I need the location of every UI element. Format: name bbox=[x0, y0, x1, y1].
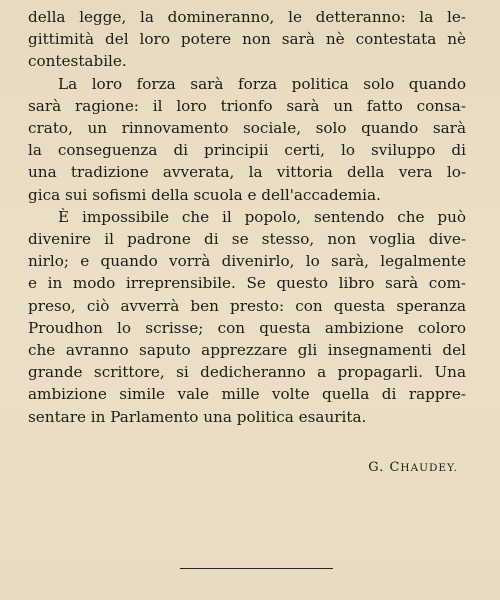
text-line: grande scrittore, si dedicheranno a propagarli. Una bbox=[28, 363, 466, 382]
text-line: nirlo; e quando vorrà divenirlo, lo sarà, legalmente bbox=[28, 252, 466, 271]
text-line: gittimità del loro potere non sarà nè contestata nè bbox=[28, 30, 466, 49]
end-divider bbox=[180, 568, 333, 569]
signature-rest: HAUDEY. bbox=[400, 462, 458, 474]
text-line: una tradizione avverata, la vittoria della vera lo- bbox=[28, 163, 466, 182]
body-text bbox=[28, 6, 466, 428]
signature-first-letter: C bbox=[389, 460, 401, 475]
text-line: gica sui sofismi della scuola e dell'accademia. bbox=[28, 185, 381, 204]
text-line: Proudhon lo scrisse; con questa ambizione coloro bbox=[28, 318, 466, 337]
text-line: preso, ciò avverrà ben presto: con questa speranza bbox=[28, 296, 466, 315]
text-line: divenire il padrone di se stesso, non voglia dive- bbox=[28, 230, 466, 249]
text-line: contestabile. bbox=[28, 52, 127, 71]
paragraph bbox=[28, 73, 466, 206]
text-line: e in modo irreprensibile. Se questo libro sarà com- bbox=[28, 274, 466, 293]
text-line: sarà ragione: il loro trionfo sarà un fatto consa- bbox=[28, 96, 466, 115]
text-line: la conseguenza di principii certi, lo sviluppo di bbox=[28, 141, 466, 160]
paragraph bbox=[28, 6, 466, 73]
text-line: crato, un rinnovamento sociale, solo quando sarà bbox=[28, 119, 466, 138]
paragraph bbox=[28, 206, 466, 428]
text-line: È impossibile che il popolo, sentendo che può bbox=[58, 207, 466, 226]
text-line: della legge, la domineranno, le detteranno: la le- bbox=[28, 8, 466, 26]
text-line: che avranno saputo apprezzare gli insegnamenti del bbox=[28, 341, 466, 360]
text-line: sentare in Parlamento una politica esaurita. bbox=[28, 407, 367, 426]
text-line: ambizione simile vale mille volte quella di rappre- bbox=[28, 385, 466, 404]
signature-initial: G. bbox=[368, 460, 385, 475]
text-line: La loro forza sarà forza politica solo quando bbox=[58, 74, 466, 93]
author-signature bbox=[368, 460, 458, 475]
